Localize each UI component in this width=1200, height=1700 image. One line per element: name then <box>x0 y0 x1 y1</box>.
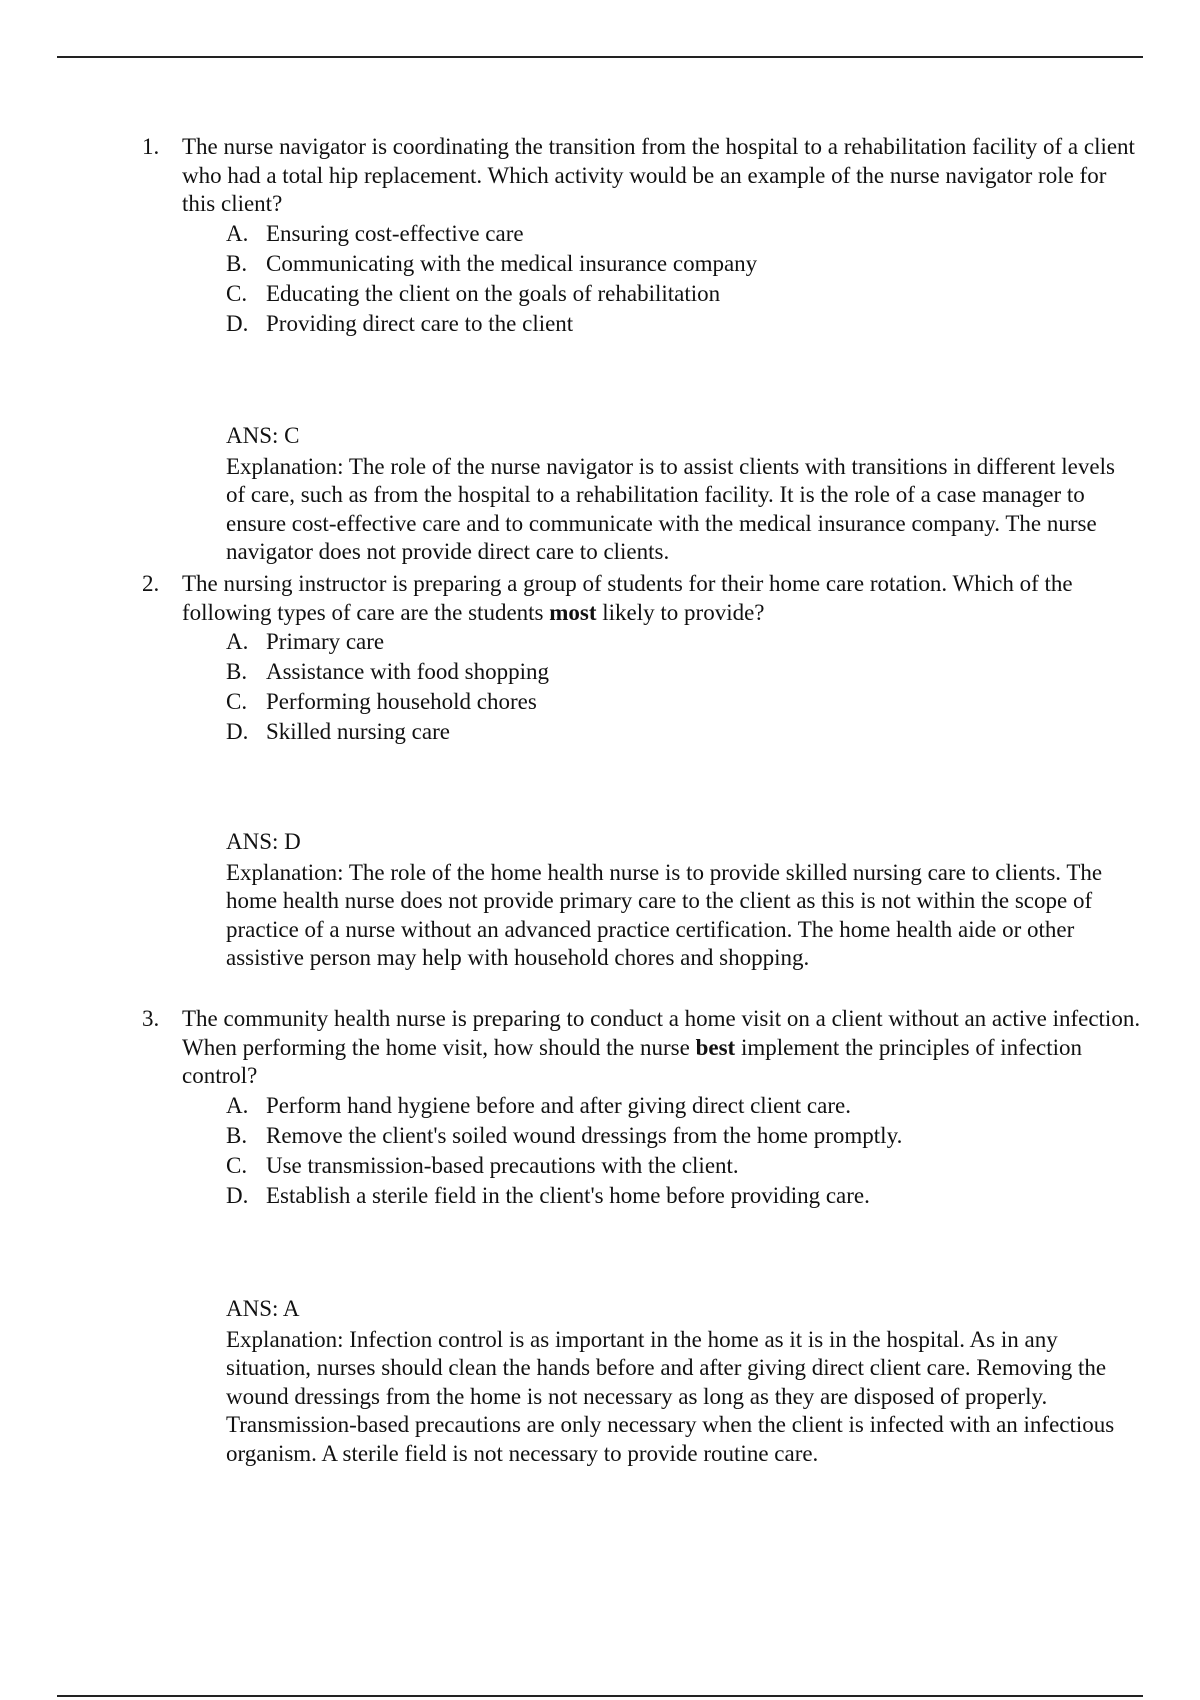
question-text <box>182 570 1142 627</box>
option-letter: D. <box>226 719 249 744</box>
option-a <box>226 219 1142 249</box>
option-b <box>226 249 1142 279</box>
answer-key: ANS: D <box>226 829 301 854</box>
question-text <box>182 1005 1142 1091</box>
option-text: Remove the client's soiled wound dressings from the home promptly. <box>266 1122 903 1148</box>
answer-key: ANS: C <box>226 423 300 448</box>
options-list <box>142 1091 1142 1211</box>
explanation: Explanation: The role of the nurse navigator is to assist clients with transitions in different levels of care, such as from the hospital to a rehabilitation facility. It is the role of a case manager to ensure cost-effective care and to communicate with the medical insurance company. The nurse navigator does not provide direct care to clients. <box>226 453 1115 564</box>
option-letter: B. <box>226 250 248 276</box>
question-emphasis: most <box>549 599 597 625</box>
option-text: Use transmission-based precautions with the client. <box>266 1152 739 1178</box>
option-text: Providing direct care to the client <box>266 310 574 336</box>
option-a <box>226 627 1142 657</box>
option-text: Establish a sterile field in the client's home before providing care. <box>266 1182 870 1208</box>
option-letter: B. <box>226 659 248 684</box>
option-d <box>226 717 1142 747</box>
option-text: Perform hand hygiene before and after giving direct client care. <box>266 1092 851 1118</box>
header-rule <box>57 56 1143 58</box>
option-text: Skilled nursing care <box>266 719 450 744</box>
question-3 <box>142 1005 1142 1211</box>
question-text-part: implement the principles of infection control? <box>182 1034 1083 1088</box>
option-b <box>226 657 1142 687</box>
answer-block-2 <box>226 828 1136 973</box>
option-c <box>226 687 1142 717</box>
question-text-part: The nursing instructor is preparing a group of students for their home care rotation. Which of the following types of care are the students <box>182 571 1073 625</box>
option-text: Ensuring cost-effective care <box>266 220 524 246</box>
option-letter: D. <box>226 1182 249 1208</box>
option-c <box>226 1151 1142 1181</box>
option-text: Primary care <box>266 629 385 654</box>
options-list <box>142 627 1142 747</box>
option-letter: C. <box>226 1152 248 1178</box>
question-1 <box>142 133 1142 339</box>
question-number: 3. <box>142 1006 160 1031</box>
option-letter: C. <box>226 689 248 714</box>
option-text: Performing household chores <box>266 689 537 714</box>
question-text: The nurse navigator is coordinating the transition from the hospital to a rehabilitation facility of a client who had a total hip replacement. Which activity would be an example of the nurse navigator role for this client? <box>182 134 1135 216</box>
question-text-part: likely to provide? <box>596 599 765 625</box>
option-text: Communicating with the medical insurance company <box>266 250 758 276</box>
option-b <box>226 1121 1142 1151</box>
options-list <box>142 219 1142 339</box>
question-number: 1. <box>142 134 160 159</box>
option-letter: A. <box>226 220 249 246</box>
explanation: Explanation: Infection control is as important in the home as it is in the hospital. As in any situation, nurses should clean the hands before and after giving direct client care. Removing the wound dressings from the home is not necessary as long as they are disposed of properly. Transmission-based precautions are only necessary when the client is infected with an infectious organism. A sterile field is not necessary to provide routine care. <box>226 1326 1115 1466</box>
question-2 <box>142 570 1142 747</box>
option-letter: A. <box>226 1092 249 1118</box>
option-d <box>226 309 1142 339</box>
option-d <box>226 1181 1142 1211</box>
option-text: Assistance with food shopping <box>266 659 550 684</box>
answer-block-1 <box>226 422 1136 567</box>
option-c <box>226 279 1142 309</box>
question-text-part: The community health nurse is preparing to conduct a home visit on a client without an active infection. When performing the home visit, how should the nurse <box>182 1006 1141 1060</box>
answer-block-3 <box>226 1295 1136 1468</box>
question-number: 2. <box>142 571 160 596</box>
option-letter: A. <box>226 629 249 654</box>
question-emphasis: best <box>695 1034 736 1060</box>
option-letter: D. <box>226 310 249 336</box>
option-a <box>226 1091 1142 1121</box>
explanation: Explanation: The role of the home health nurse is to provide skilled nursing care to clients. The home health nurse does not provide primary care to the client as this is not within the scope of practice of a nurse without an advanced practice certification. The home health aide or other assistive person may help with household chores and shopping. <box>226 859 1103 970</box>
option-letter: C. <box>226 280 248 306</box>
option-letter: B. <box>226 1122 248 1148</box>
option-text: Educating the client on the goals of rehabilitation <box>266 280 721 306</box>
answer-key: ANS: A <box>226 1296 300 1321</box>
footer-rule <box>57 1695 1143 1697</box>
